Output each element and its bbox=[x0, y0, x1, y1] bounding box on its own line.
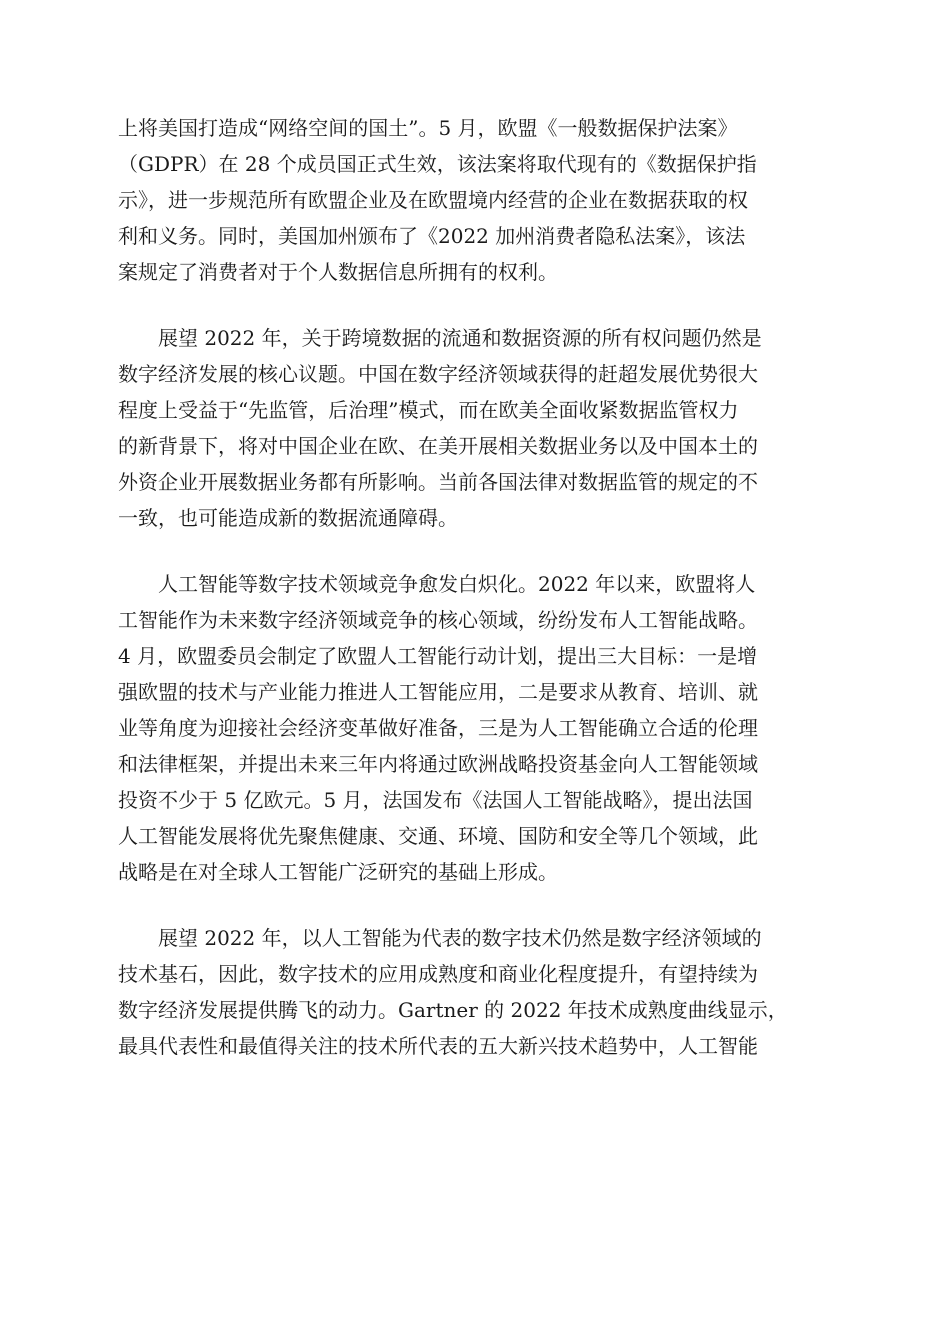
paragraph-outlook-ai bbox=[118, 920, 848, 1064]
text-line: 的新背景下，将对中国企业在欧、在美开展相关数据业务以及中国本土的 bbox=[118, 434, 758, 458]
text-line: 外资企业开展数据业务都有所影响。当前各国法律对数据监管的规定的不 bbox=[118, 470, 758, 494]
text-line: 数字经济发展的核心议题。中国在数字经济领域获得的赶超发展优势很大 bbox=[118, 362, 758, 386]
paragraph-spacer bbox=[118, 536, 848, 566]
text-line: 最具代表性和最值得关注的技术所代表的五大新兴技术趋势中，人工智能 bbox=[118, 1034, 758, 1058]
text-line: 业等角度为迎接社会经济变革做好准备，三是为人工智能确立合适的伦理 bbox=[118, 716, 758, 740]
document-body bbox=[118, 110, 848, 1064]
text-line: 一致，也可能造成新的数据流通障碍。 bbox=[118, 506, 458, 530]
text-line: （GDPR）在 28 个成员国正式生效，该法案将取代现有的《数据保护指 bbox=[118, 152, 757, 176]
text-line: 工智能作为未来数字经济领域竞争的核心领域，纷纷发布人工智能战略。 bbox=[118, 608, 758, 632]
text-line: 案规定了消费者对于个人数据信息所拥有的权利。 bbox=[118, 260, 558, 284]
paragraph-data-regulation bbox=[118, 110, 848, 290]
text-line: 数字经济发展提供腾飞的动力。Gartner 的 2022 年技术成熟度曲线显示， bbox=[118, 998, 788, 1022]
paragraph-ai-competition bbox=[118, 566, 848, 890]
text-line: 展望 2022 年，关于跨境数据的流通和数据资源的所有权问题仍然是 bbox=[158, 326, 762, 350]
paragraph-spacer bbox=[118, 890, 848, 920]
text-line: 4 月，欧盟委员会制定了欧盟人工智能行动计划，提出三大目标：一是增 bbox=[118, 644, 758, 668]
text-line: 上将美国打造成“网络空间的国土”。5 月，欧盟《一般数据保护法案》 bbox=[118, 116, 738, 140]
text-line: 和法律框架，并提出未来三年内将通过欧洲战略投资基金向人工智能领域 bbox=[118, 752, 758, 776]
paragraph-outlook-data bbox=[118, 320, 848, 536]
text-line: 展望 2022 年，以人工智能为代表的数字技术仍然是数字经济领域的 bbox=[158, 926, 762, 950]
text-line: 投资不少于 5 亿欧元。5 月，法国发布《法国人工智能战略》，提出法国 bbox=[118, 788, 753, 812]
text-line: 利和义务。同时，美国加州颁布了《2022 加州消费者隐私法案》，该法 bbox=[118, 224, 746, 248]
text-line: 人工智能等数字技术领域竞争愈发白炽化。2022 年以来，欧盟将人 bbox=[158, 572, 756, 596]
text-line: 人工智能发展将优先聚焦健康、交通、环境、国防和安全等几个领域，此 bbox=[118, 824, 758, 848]
paragraph-spacer bbox=[118, 290, 848, 320]
text-line: 技术基石，因此，数字技术的应用成熟度和商业化程度提升，有望持续为 bbox=[118, 962, 758, 986]
text-line: 示》，进一步规范所有欧盟企业及在欧盟境内经营的企业在数据获取的权 bbox=[118, 188, 748, 212]
text-line: 强欧盟的技术与产业能力推进人工智能应用，二是要求从教育、培训、就 bbox=[118, 680, 758, 704]
text-line: 战略是在对全球人工智能广泛研究的基础上形成。 bbox=[118, 860, 558, 884]
text-line: 程度上受益于“先监管，后治理”模式，而在欧美全面收紧数据监管权力 bbox=[118, 398, 739, 422]
